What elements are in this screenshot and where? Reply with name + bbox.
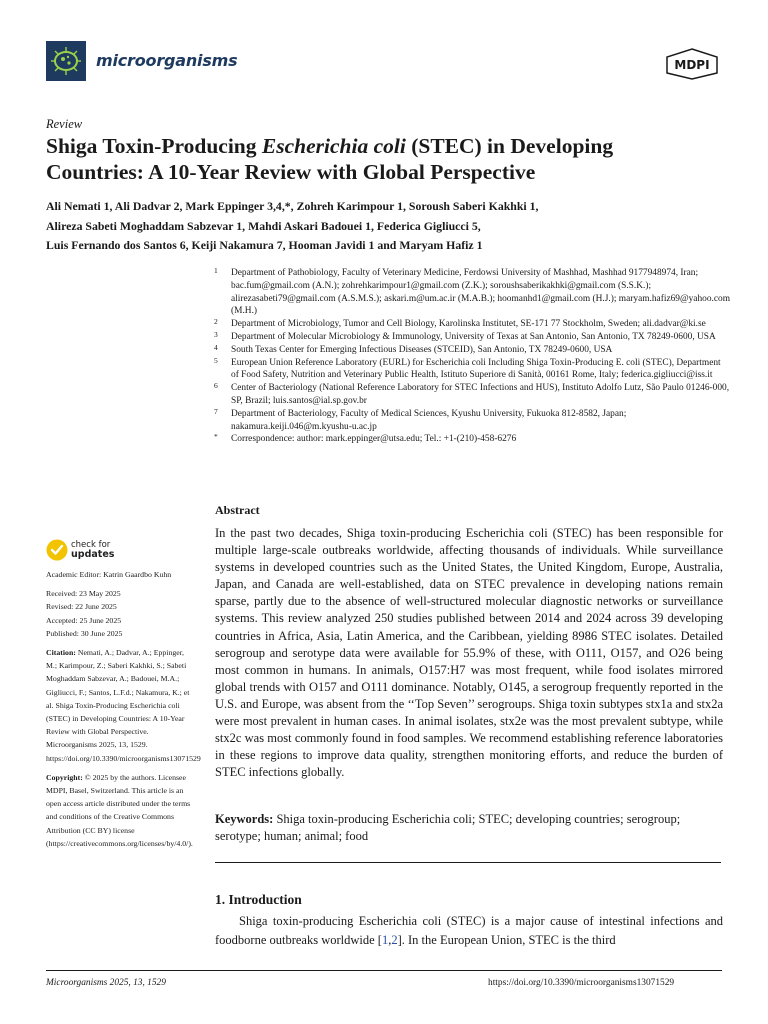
footer-divider (46, 970, 722, 971)
citation-text[interactable]: Nemati, A.; Dadvar, A.; Eppinger, M.; Karimpour, Z.; Saberi Kakhki, S.; Sabeti Moghaddam Sabzevar, A.; Badouei, M.A.; Gigliucci, F.; Santos, L.F.d.; Nakamura, K.; et al. Shiga Toxin-Producing Escherichia coli (STEC) in Developing Countries: A 10-Year Review with Global Perspective. Microorganisms 2025, 13, 1529. https://doi.org/10.3390/microorganisms13071529 (46, 648, 201, 763)
article-type: Review (46, 117, 83, 131)
journal-logo-icon (46, 41, 86, 81)
check-for-updates-icon[interactable] (46, 539, 68, 561)
article-info-sidebar (46, 568, 201, 856)
citation-label: Citation: (46, 648, 76, 658)
citation-block (46, 646, 201, 765)
affiliation-item: 1 Department of Pathobiology, Faculty of Veterinary Medicine, Ferdowsi University of Mashhad, Mashhad 9177948974, Iran; bac.fum@gmail.com (A.N.); zohrehkarimpour1@gmail.com (Z.K.); soroushsaberikakhki@gmail.com (S.S.K.); alirezasabeti79@gmail.com (A.S.M.S.); askari.m@um.ac.ir (M.A.B.); hoomanhd1@gmail.com (H.J.); maryam.hafiz69@yahoo.com (M.H.) (214, 266, 731, 317)
reference-link[interactable]: 1 (381, 933, 389, 947)
received-date: Received: 23 May 2025 (46, 589, 121, 599)
abstract-heading: Abstract (215, 503, 260, 517)
journal-name[interactable]: microorganisms (96, 51, 238, 70)
authors-line-1[interactable]: Ali Nemati 1, Ali Dadvar 2, Mark Eppinger 3,4,*, Zohreh Karimpour 1, Soroush Saberi Kakhki 1, (46, 199, 539, 213)
reference-link[interactable]: 2 (391, 933, 398, 947)
authors-line-2[interactable]: Alireza Sabeti Moghaddam Sabzevar 1, Mahdi Askari Badouei 1, Federica Gigliucci 5, (46, 218, 481, 233)
academic-editor: Academic Editor: Katrin Gaardbo Kuhn (46, 570, 172, 579)
keywords-text: Shiga toxin-producing Escherichia coli; STEC; developing countries; serogroup; serotype; human; animal; food (215, 812, 681, 844)
published-date: Published: 30 June 2025 (46, 628, 123, 638)
copyright-block (46, 771, 196, 850)
authors-line-3[interactable]: Luis Fernando dos Santos 6, Keiji Nakamura 7, Hooman Javidi 1 and Maryam Hafiz 1 (46, 238, 483, 252)
affiliation-item: 3 Department of Molecular Microbiology & Immunology, University of Texas at San Antonio, San Antonio, TX 78249-0600, USA (214, 329, 716, 342)
mdpi-logo-icon[interactable] (662, 48, 722, 80)
affiliation-item: 2 Department of Microbiology, Tumor and Cell Biology, Karolinska Institutet, SE-171 77 Stockholm, Sweden; ali.dadvar@ki.se (214, 317, 706, 330)
affiliation-item: 7 Department of Bacteriology, Faculty of Medical Sciences, Kyushu University, Fukuoka 812-8582, Japan; nakamura.keiji.046@m.kyushu-u.ac.jp (214, 406, 627, 432)
title-part-2: (STEC) in Developing (405, 134, 614, 158)
dates-block (46, 587, 196, 640)
section-divider (215, 862, 721, 863)
copyright-text[interactable]: © 2025 by the authors. Licensee MDPI, Basel, Switzerland. This article is an open access article distributed under the terms and conditions of the Creative Commons Attribution (CC BY) license (https://creativecommons.org/licenses/by/4.0/). (46, 772, 193, 848)
introduction-body: Shiga toxin-producing Escherichia coli (STEC) is a major cause of intestinal infections and foodborne outbreaks worldwide [1,2]. In the European Union, STEC is the third (215, 914, 723, 947)
affiliation-item: 6 Center of Bacteriology (National Reference Laboratory for STEC Infections and HUS), Instituto Adolfo Lutz, São Paulo 01246-000, SP, Brazil; luis.santos@ial.sp.gov.br (214, 381, 730, 406)
check-for-updates-label[interactable]: check for (71, 540, 111, 550)
title-line-2: Countries: A 10-Year Review with Global Perspective (46, 160, 536, 184)
article-title (46, 133, 736, 185)
keywords-label: Keywords: (215, 812, 274, 826)
accepted-date: Accepted: 25 June 2025 (46, 615, 122, 625)
title-part-1: Shiga Toxin-Producing (46, 134, 262, 158)
affiliation-item: 4 South Texas Center for Emerging Infectious Diseases (STCEID), San Antonio, TX 78249-0600, USA (214, 342, 613, 355)
affiliations-list (210, 267, 730, 446)
title-italic-species: Escherichia coli (261, 134, 406, 158)
correspondence-item: * Correspondence: author: mark.eppinger@utsa.edu; Tel.: +1-(210)-458-6276 (214, 432, 517, 445)
check-for-updates-label-bold[interactable]: updates (71, 549, 115, 560)
abstract-body: In the past two decades, Shiga toxin-producing Escherichia coli (STEC) has been responsible for multiple large-scale outbreaks worldwide, affecting thousands of individuals. While surveillance systems in developed countries such as the United States, the United Kingdom, Europe, Australia, Japan, and Canada are well-established, data on STEC prevalence in developing nations remain sparse, partly due to the absence of well-structured molecular diagnostic networks or surveillance systems. This review analyzed 250 studies published between 2014 and 2024 across 39 developing countries in Africa, Asia, Latin America, and the Caribbean, yielding 8986 STEC isolates. Detailed serogroup and serotype data were available for 55.9% of these, with O111, O157, and O26 being most common in humans. In animals, O157:H7 was most frequent, while food isolates mirrored global trends with O157 and O111 dominance. Notably, O145, a serogroup frequently reported in the U.S. and Europe, was absent from the ‘‘Top Seven’’ serogroups. Shiga toxin subtypes stx1a and stx2a were most prevalent in human cases. In animal isolates, stx2e was the most prevalent subtype, while stx2c was most commonly found in food samples. We recommend establishing reference laboratories in these regions to improve data quality, strengthen monitoring efforts, and reduce the burden of STEC infections globally. (215, 526, 723, 780)
copyright-label: Copyright: (46, 772, 83, 782)
introduction-heading: 1. Introduction (215, 892, 302, 907)
footer-citation: Microorganisms 2025, 13, 1529 (46, 978, 166, 988)
footer-doi-link[interactable]: https://doi.org/10.3390/microorganisms13071529 (488, 978, 675, 988)
revised-date: Revised: 22 June 2025 (46, 602, 117, 612)
author-list (46, 197, 736, 256)
keywords (215, 811, 723, 845)
mdpi-logo-text: MDPI (674, 58, 710, 72)
affiliation-item: 5 European Union Reference Laboratory (EURL) for Escherichia coli Including Shiga Toxin-Producing E. coli (STEC), Department of Food Safety, Nutrition and Veterinary Public Health, Istituto Superiore di Sanità, 00161 Rome, Italy; federica.gigliucci@iss.it (214, 355, 721, 381)
